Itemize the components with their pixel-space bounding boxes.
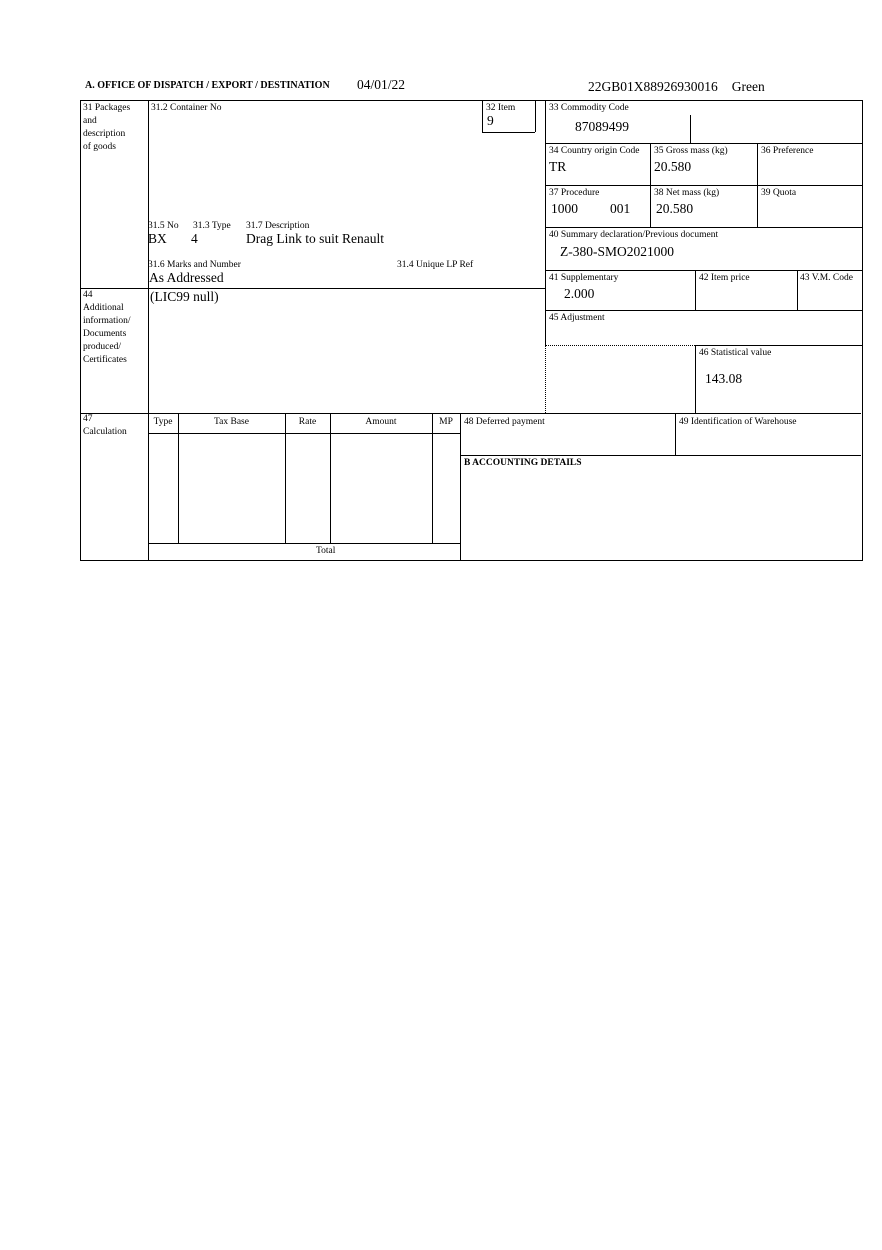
divider: [797, 270, 798, 310]
marks-number-value: As Addressed: [149, 270, 224, 285]
procedure-value-2: 001: [610, 201, 631, 216]
warehouse-id-label: 49 Identification of Warehouse: [679, 417, 797, 427]
divider: [695, 270, 696, 310]
goods-description-value: Drag Link to suit Renault: [246, 231, 384, 246]
box47-label: Calculation: [83, 427, 127, 437]
additional-information-value: (LIC99 null): [150, 289, 219, 304]
box31-label: and: [83, 116, 97, 126]
box44-label: Documents: [83, 329, 127, 339]
box31-label: description: [83, 129, 126, 139]
divider: [545, 227, 862, 228]
supplementary-value: 2.000: [564, 286, 595, 301]
packages-no-value: BX: [148, 231, 167, 246]
summary-declaration-value: Z-380-SMO2021000: [560, 244, 674, 259]
item-number-label: 32 Item: [486, 103, 516, 113]
calc-col-tax-base: Tax Base: [214, 417, 249, 427]
form-outline: [80, 100, 863, 561]
packages-no-label: 31.5 No: [148, 221, 179, 231]
marks-number-label: 31.6 Marks and Number: [148, 260, 241, 270]
accounting-details-label: B ACCOUNTING DETAILS: [464, 458, 582, 468]
commodity-code-label: 33 Commodity Code: [549, 103, 629, 113]
gross-mass-value: 20.580: [654, 159, 692, 174]
procedure-label: 37 Procedure: [549, 188, 600, 198]
dotted-divider: [545, 345, 695, 346]
divider: [545, 310, 862, 311]
preference-label: 36 Preference: [761, 146, 814, 156]
box44-label: Additional: [83, 303, 124, 313]
dotted-divider: [545, 345, 546, 413]
divider: [148, 100, 149, 413]
divider: [695, 345, 696, 413]
item-price-label: 42 Item price: [699, 273, 750, 283]
divider: [148, 413, 149, 560]
box44-label: Certificates: [83, 355, 127, 365]
commodity-code-tick: [690, 115, 691, 143]
gross-mass-label: 35 Gross mass (kg): [654, 146, 728, 156]
divider: [545, 270, 862, 271]
declaration-reference: [588, 79, 765, 94]
mrn-number: 22GB01X88926930016: [588, 79, 718, 94]
divider: [545, 100, 546, 345]
calc-col-mp: MP: [439, 417, 453, 427]
box31-label: of goods: [83, 142, 116, 152]
divider: [460, 455, 861, 456]
office-of-dispatch-label: A. OFFICE OF DISPATCH / EXPORT / DESTINATION: [85, 80, 330, 91]
procedure-value: 1000: [551, 201, 578, 216]
unique-lp-ref-label: 31.4 Unique LP Ref: [397, 260, 474, 270]
container-no-label: 31.2 Container No: [151, 103, 222, 113]
box44-label: produced/: [83, 342, 121, 352]
calc-col-type: Type: [153, 417, 173, 427]
supplementary-label: 41 Supplementary: [549, 273, 619, 283]
divider: [545, 185, 862, 186]
divider: [535, 100, 536, 132]
routing-status: Green: [731, 79, 765, 94]
calc-col-amount: Amount: [365, 417, 397, 427]
commodity-code-value: 87089499: [575, 119, 629, 134]
packages-type-label: 31.3 Type: [193, 221, 231, 231]
deferred-payment-label: 48 Deferred payment: [464, 417, 545, 427]
statistical-value: 143.08: [705, 371, 743, 386]
box31-label: 31 Packages: [83, 103, 131, 113]
calc-table-total-line: [148, 543, 460, 544]
country-origin-value: TR: [549, 159, 567, 174]
calc-total-label: Total: [316, 546, 336, 556]
divider: [460, 413, 461, 560]
statistical-value-label: 46 Statistical value: [699, 348, 772, 358]
summary-declaration-label: 40 Summary declaration/Previous document: [549, 230, 719, 240]
divider: [80, 413, 861, 414]
net-mass-label: 38 Net mass (kg): [654, 188, 720, 198]
divider: [482, 132, 535, 133]
vm-code-label: 43 V.M. Code: [800, 273, 853, 283]
divider: [545, 143, 862, 144]
divider: [695, 345, 862, 346]
box44-label: 44: [83, 290, 93, 300]
packages-type-value: 4: [191, 231, 198, 246]
declaration-date: 04/01/22: [357, 77, 406, 92]
divider: [675, 413, 676, 455]
adjustment-label: 45 Adjustment: [549, 313, 605, 323]
quota-label: 39 Quota: [761, 188, 797, 198]
box44-label: information/: [83, 316, 131, 326]
country-origin-label: 34 Country origin Code: [549, 146, 640, 156]
calc-col-rate: Rate: [298, 417, 317, 427]
goods-description-label: 31.7 Description: [246, 221, 310, 231]
net-mass-value: 20.580: [656, 201, 694, 216]
divider: [482, 100, 483, 132]
calc-table-header-line: [148, 433, 460, 434]
box47-label: 47: [83, 414, 93, 424]
item-number-value: 9: [487, 113, 494, 128]
